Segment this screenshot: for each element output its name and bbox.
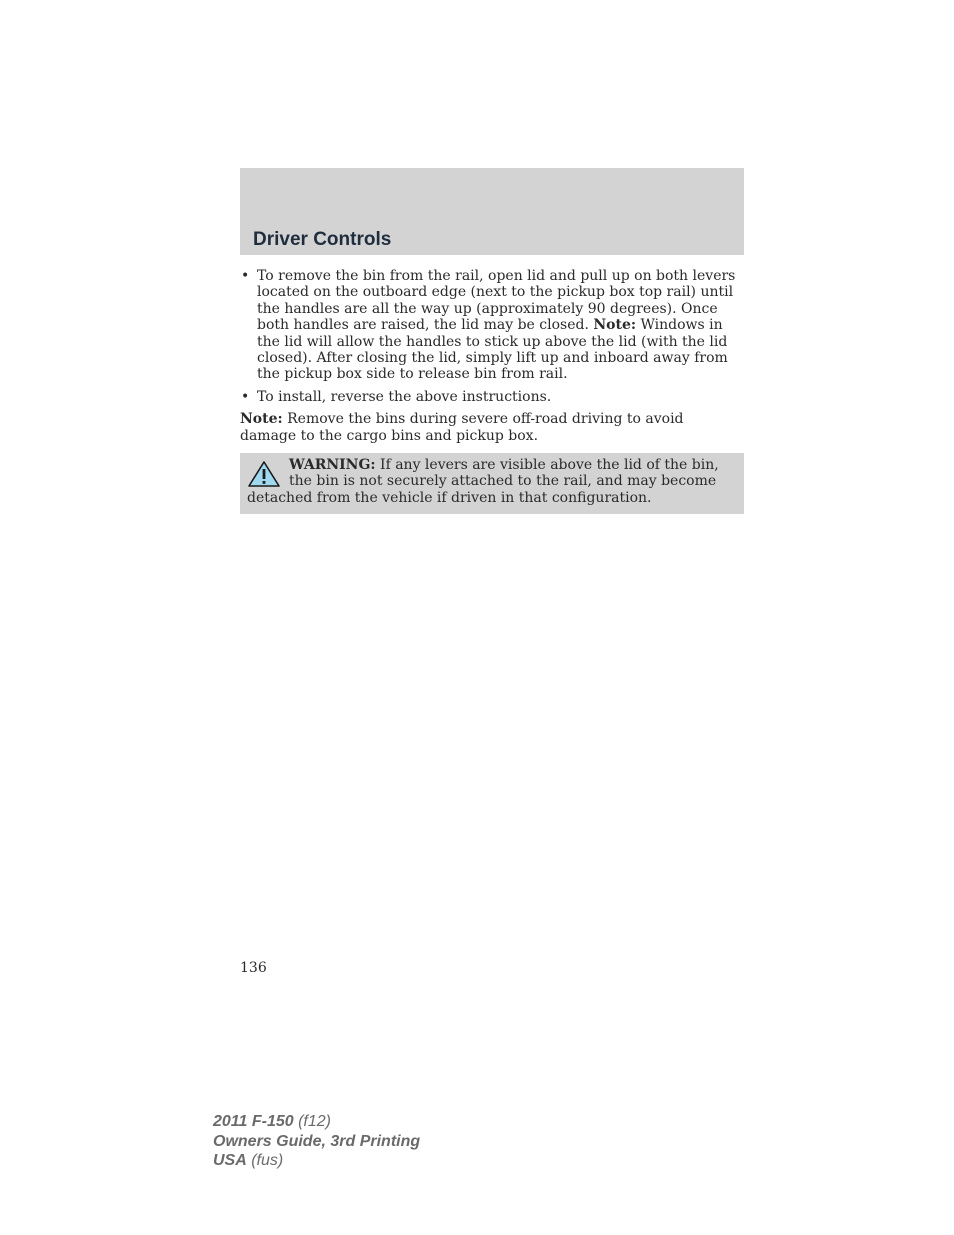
warning-triangle-icon bbox=[247, 460, 281, 488]
market-code: (fus) bbox=[246, 1152, 284, 1169]
list-item-text: To install, reverse the above instructions. bbox=[257, 388, 552, 405]
note-paragraph bbox=[240, 411, 744, 444]
page-number: 136 bbox=[240, 960, 267, 976]
document-footer bbox=[213, 1112, 420, 1171]
section-title: Driver Controls bbox=[253, 229, 392, 250]
guide-edition: Owners Guide, 3rd Printing bbox=[213, 1132, 421, 1150]
list-item bbox=[240, 268, 744, 383]
bullet-mark: • bbox=[241, 388, 250, 405]
footer-line bbox=[213, 1151, 420, 1171]
model-code: (f12) bbox=[293, 1113, 331, 1130]
warning-text: If any levers are visible above the lid of the bin, the bin is not securely attached to the rail, and may become detached from the vehicle if driven in that configuration. bbox=[247, 457, 719, 506]
model-name: 2011 F-150 bbox=[213, 1113, 294, 1130]
list-item-text: To remove the bin from the rail, open lid and pull up on both levers located on the outboard edge (next to the pickup box top rail) until the handles are all the way up (approximately 90 degrees). Once both handles are raised, the lid may be closed. bbox=[257, 268, 736, 334]
section-header-band bbox=[240, 168, 744, 255]
bullet-mark: • bbox=[241, 268, 250, 284]
list-item bbox=[240, 389, 744, 405]
list-item-text: Windows in the lid will allow the handles to stick up above the lid (with the lid closed). After closing the lid, simply lift up and inboard away from the pickup box side to release bin from rail. bbox=[257, 317, 728, 383]
market-name: USA bbox=[213, 1152, 247, 1169]
footer-line bbox=[213, 1112, 420, 1132]
note-label: Note: bbox=[593, 317, 637, 334]
warning-box bbox=[240, 453, 744, 514]
warning-label: WARNING: bbox=[289, 457, 376, 474]
page-content bbox=[240, 268, 744, 514]
note-text: Remove the bins during severe off-road driving to avoid damage to the cargo bins and pickup box. bbox=[240, 411, 684, 444]
instruction-list bbox=[240, 268, 744, 405]
note-label: Note: bbox=[240, 411, 283, 428]
